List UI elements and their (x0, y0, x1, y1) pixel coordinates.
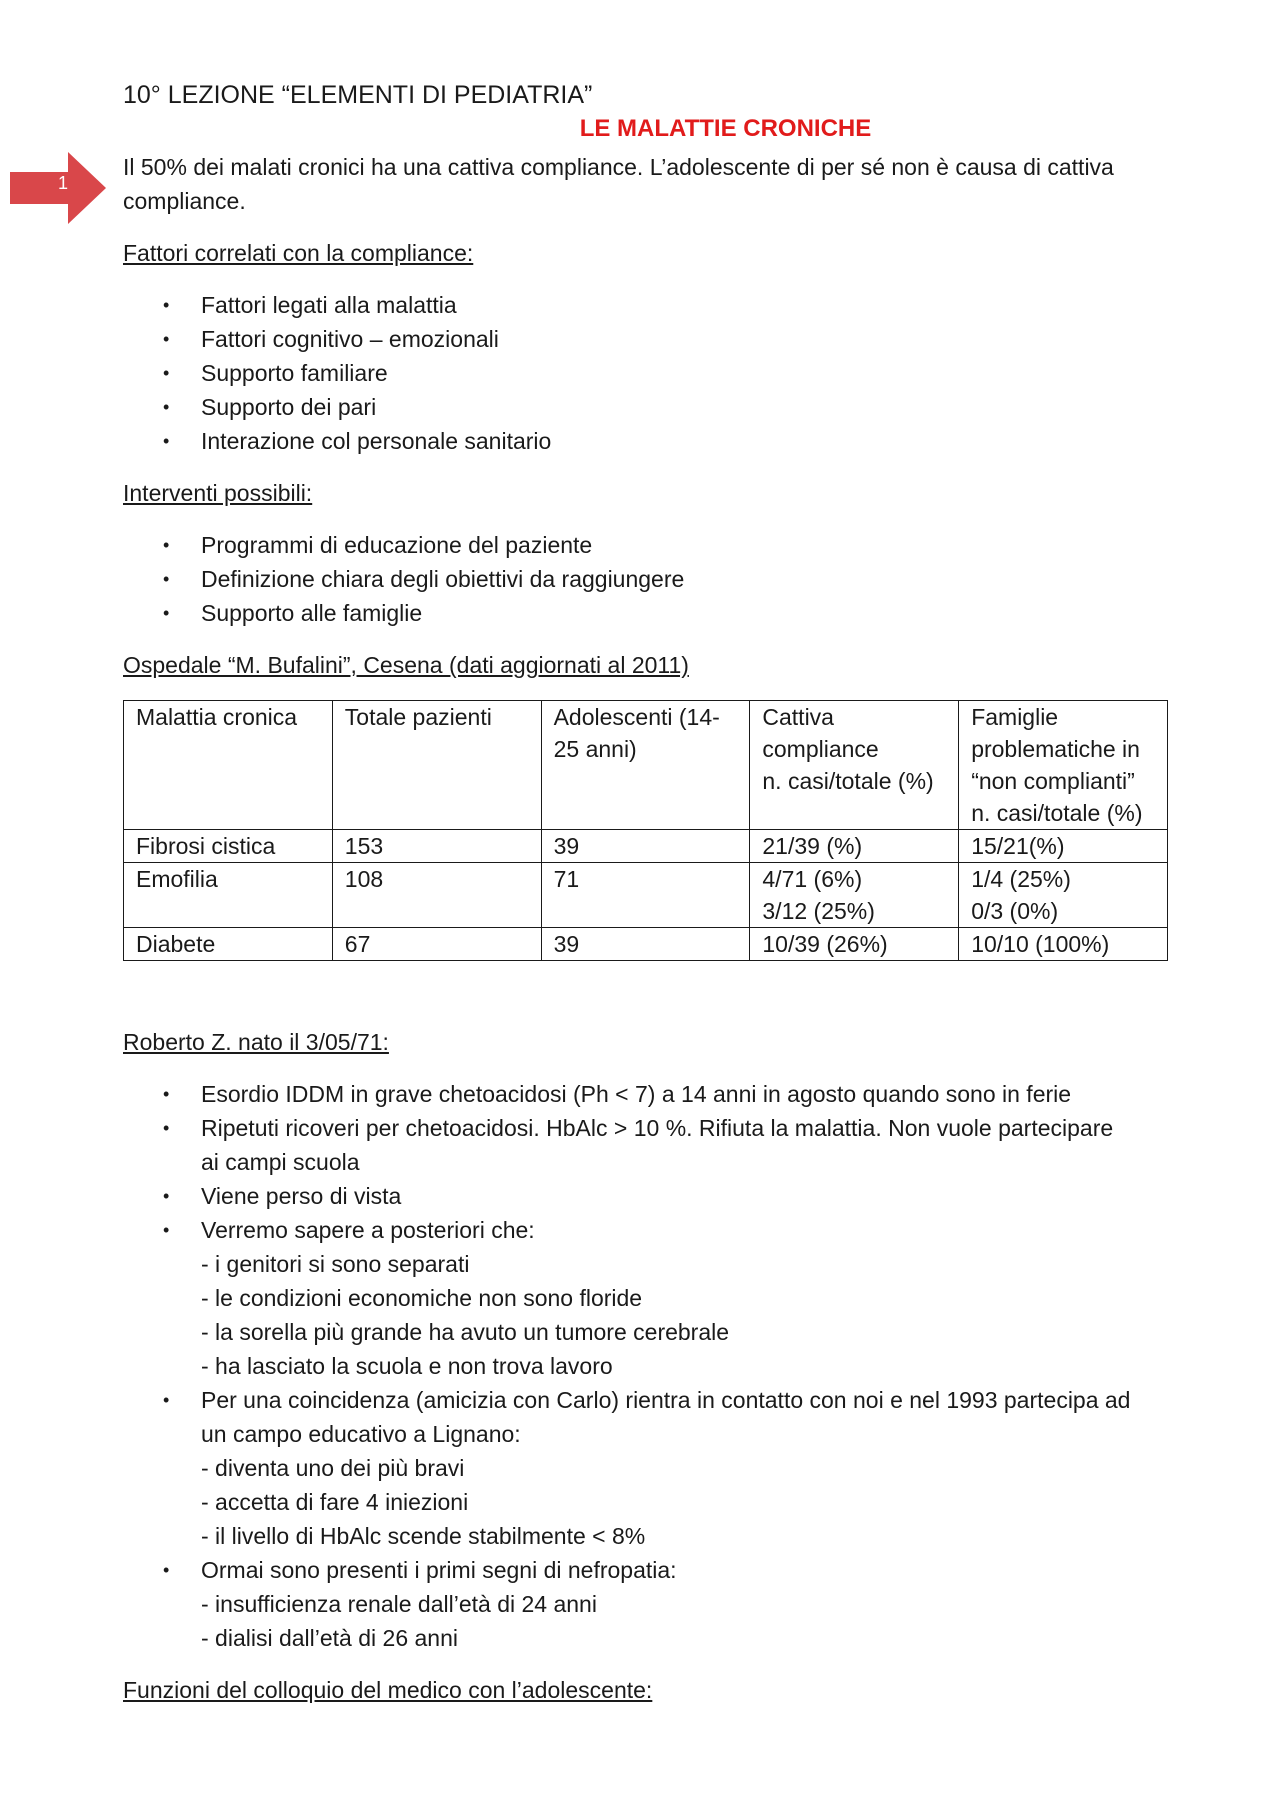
bullet-icon: • (163, 363, 170, 383)
list-item (123, 1111, 1168, 1179)
list-item-line: - il livello di HbAlc scende stabilmente < 8% (201, 1523, 646, 1549)
list-item-text: Programmi di educazione del paziente (201, 532, 593, 558)
table-cell (541, 863, 750, 928)
list-item (123, 424, 1168, 458)
table-cell (541, 830, 750, 863)
list-item-text: Fattori cognitivo – emozionali (201, 326, 499, 352)
cell-text: 0/3 (0%) (971, 898, 1059, 924)
list-item (123, 356, 1168, 390)
cell-text: 39 (553, 931, 580, 957)
cell-text: 15/21(%) (971, 833, 1065, 859)
bullet-icon: • (163, 397, 170, 417)
table-cell (750, 863, 959, 928)
section-heading-hospital-data: Ospedale “M. Bufalini”, Cesena (dati aggiornati al 2011) (123, 652, 689, 678)
cell-text: 71 (553, 866, 580, 892)
header-text: “non complianti” (971, 768, 1135, 794)
section-heading-interview-functions: Funzioni del colloquio del medico con l’adolescente: (123, 1677, 653, 1703)
table-header-cell (332, 701, 541, 830)
comment-number: 1 (58, 173, 69, 193)
cell-text: Diabete (136, 931, 216, 957)
list-item-line: - ha lasciato la scuola e non trova lavoro (201, 1353, 613, 1379)
table-cell (750, 830, 959, 863)
cell-text: Emofilia (136, 866, 218, 892)
list-item (123, 390, 1168, 424)
header-text: compliance (762, 736, 879, 762)
table-cell (332, 863, 541, 928)
table-cell (541, 928, 750, 961)
table-header-cell (750, 701, 959, 830)
cell-text: 21/39 (%) (762, 833, 863, 859)
cell-text: 67 (344, 931, 371, 957)
bullet-icon: • (163, 1186, 170, 1206)
bullet-icon: • (163, 1084, 170, 1104)
table-cell (959, 830, 1168, 863)
list-item (123, 1077, 1168, 1111)
table-cell (124, 928, 333, 961)
list-item-text: Supporto alle famiglie (201, 600, 423, 626)
list-item (123, 1179, 1168, 1213)
bullet-icon: • (163, 569, 170, 589)
bullet-icon: • (163, 1390, 170, 1410)
table-cell (959, 863, 1168, 928)
bullet-icon: • (163, 431, 170, 451)
bullet-icon: • (163, 1560, 170, 1580)
cell-text: 10/10 (100%) (971, 931, 1110, 957)
table-cell (332, 928, 541, 961)
list-item-text: Supporto familiare (201, 360, 388, 386)
table-cell (332, 830, 541, 863)
list-item-line: ai campi scuola (201, 1149, 360, 1175)
list-item-line: - i genitori si sono separati (201, 1251, 470, 1277)
list-item (123, 562, 1168, 596)
list-item-line: Verremo sapere a posteriori che: (201, 1217, 535, 1243)
lesson-title: LE MALATTIE CRONICHE (579, 115, 872, 142)
cell-text: 1/4 (25%) (971, 866, 1071, 892)
list-item-text: Interazione col personale sanitario (201, 428, 552, 454)
list-item-line: Per una coincidenza (amicizia con Carlo) rientra in contatto con noi e nel 1993 partecipa ad (201, 1387, 1131, 1413)
list-item-text: Supporto dei pari (201, 394, 377, 420)
table-row (124, 830, 1168, 863)
bullet-icon: • (163, 295, 170, 315)
list-item (123, 1213, 1168, 1383)
list-item-text: Definizione chiara degli obiettivi da raggiungere (201, 566, 685, 592)
list-item-line: - le condizioni economiche non sono floride (201, 1285, 643, 1311)
header-text: problematiche in (971, 736, 1140, 762)
list-item (123, 596, 1168, 630)
intro-paragraph: Il 50% dei malati cronici ha una cattiva compliance. L’adolescente di per sé non è causa di cattiva compliance. (123, 154, 1114, 214)
cell-text: 10/39 (26%) (762, 931, 888, 957)
header-text: 25 anni) (553, 736, 637, 762)
cell-text: 153 (344, 833, 384, 859)
header-text: Adolescenti (14- (553, 704, 720, 730)
header-text: n. casi/totale (%) (971, 800, 1143, 826)
table-header-row (124, 701, 1168, 830)
cell-text: 39 (553, 833, 580, 859)
header-text: Malattia cronica (136, 704, 298, 730)
header-text: n. casi/totale (%) (762, 768, 934, 794)
interventions-list (123, 528, 1168, 630)
list-item-line: un campo educativo a Lignano: (201, 1421, 521, 1447)
bullet-icon: • (163, 1118, 170, 1138)
document-body (123, 78, 1168, 1725)
cell-text: 3/12 (25%) (762, 898, 875, 924)
course-title: 10° LEZIONE “ELEMENTI DI PEDIATRIA” (123, 81, 593, 109)
table-row (124, 928, 1168, 961)
chronic-disease-table (123, 700, 1168, 961)
list-item-line: - accetta di fare 4 iniezioni (201, 1489, 469, 1515)
bullet-icon: • (163, 603, 170, 623)
list-item (123, 528, 1168, 562)
list-item-line: - la sorella più grande ha avuto un tumore cerebrale (201, 1319, 730, 1345)
cell-text: 4/71 (6%) (762, 866, 863, 892)
bullet-icon: • (163, 1220, 170, 1240)
table-header-cell (124, 701, 333, 830)
compliance-factors-list (123, 288, 1168, 458)
cell-text: Fibrosi cistica (136, 833, 276, 859)
table-cell (959, 928, 1168, 961)
list-item-line: - dialisi dall’età di 26 anni (201, 1625, 458, 1651)
table-body (124, 830, 1168, 961)
section-heading-case: Roberto Z. nato il 3/05/71: (123, 1029, 389, 1055)
table-header-cell (959, 701, 1168, 830)
comment-marker[interactable] (10, 152, 106, 224)
list-item (123, 1553, 1168, 1655)
table-cell (124, 830, 333, 863)
list-item-line: - insufficienza renale dall’età di 24 anni (201, 1591, 597, 1617)
list-item-line: Ripetuti ricoveri per chetoacidosi. HbAlc > 10 %. Rifiuta la malattia. Non vuole partecipare (201, 1115, 1114, 1141)
section-heading-interventions: Interventi possibili: (123, 480, 313, 506)
header-text: Famiglie (971, 704, 1059, 730)
list-item-text: Fattori legati alla malattia (201, 292, 457, 318)
list-item-line: Viene perso di vista (201, 1183, 402, 1209)
table-header-cell (541, 701, 750, 830)
section-heading-compliance-factors: Fattori correlati con la compliance: (123, 240, 474, 266)
list-item-line: - diventa uno dei più bravi (201, 1455, 465, 1481)
list-item (123, 322, 1168, 356)
header-text: Cattiva (762, 704, 834, 730)
case-history-list (123, 1077, 1168, 1655)
bullet-icon: • (163, 535, 170, 555)
list-item-line: Ormai sono presenti i primi segni di nefropatia: (201, 1557, 677, 1583)
table-row (124, 863, 1168, 928)
list-item (123, 1383, 1168, 1553)
list-item (123, 288, 1168, 322)
cell-text: 108 (344, 866, 384, 892)
header-text: Totale pazienti (344, 704, 492, 730)
table-cell (124, 863, 333, 928)
table-cell (750, 928, 959, 961)
bullet-icon: • (163, 329, 170, 349)
list-item-line: Esordio IDDM in grave chetoacidosi (Ph < 7) a 14 anni in agosto quando sono in ferie (201, 1081, 1072, 1107)
